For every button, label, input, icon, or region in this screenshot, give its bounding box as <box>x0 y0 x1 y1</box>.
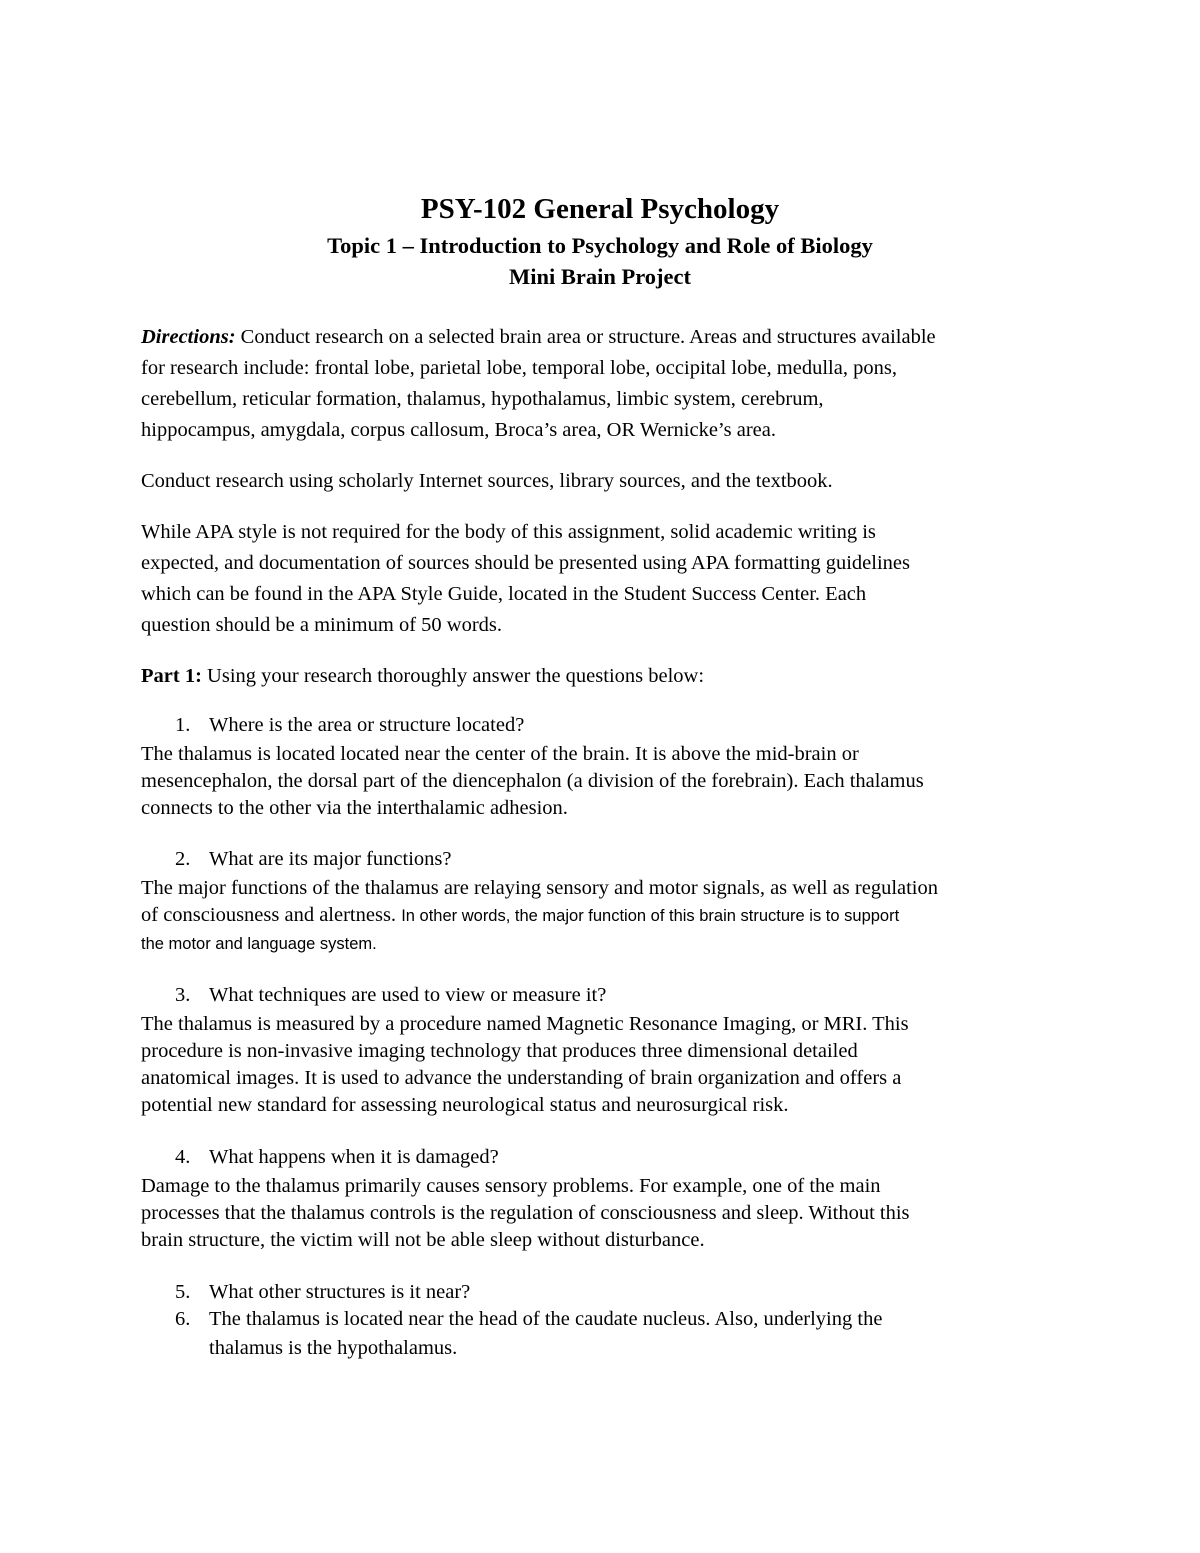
answer-line: The major functions of the thalamus are relaying sensory and motor signals, as well as regulation <box>141 877 939 899</box>
answer-line: Damage to the thalamus primarily causes sensory problems. For example, one of the main <box>141 1175 881 1197</box>
question-text: What are its major functions? <box>209 848 452 870</box>
question-text: What other structures is it near? <box>209 1281 471 1303</box>
apa-line: expected, and documentation of sources should be presented using APA formatting guidelines <box>141 552 910 574</box>
answer-text-serif: of consciousness and alertness. <box>141 904 402 926</box>
project-title: Mini Brain Project <box>508 264 692 289</box>
directions-line <box>141 322 1081 353</box>
question-text: What happens when it is damaged? <box>209 1146 499 1168</box>
answer-line <box>141 930 1081 958</box>
question-5 <box>175 1281 470 1304</box>
question-number: 4. <box>175 1146 191 1168</box>
question-number: 2. <box>175 848 191 870</box>
answer-line: processes that the thalamus controls is the regulation of consciousness and sleep. Without this <box>141 1202 910 1224</box>
part1-text: Using your research thoroughly answer the questions below: <box>201 665 705 687</box>
apa-line: question should be a minimum of 50 words. <box>141 614 503 636</box>
question-number: 6. <box>175 1308 191 1330</box>
question-4 <box>175 1146 499 1169</box>
part1-line <box>141 661 1081 692</box>
answer-line: The thalamus is located located near the center of the brain. It is above the mid-brain or <box>141 743 859 765</box>
apa-paragraph <box>141 517 1081 641</box>
answer-4 <box>141 1173 1081 1254</box>
question-text: The thalamus is located near the head of the caudate nucleus. Also, underlying the <box>209 1308 883 1330</box>
answer-2 <box>141 875 1081 958</box>
answer-line: procedure is non-invasive imaging technology that produces three dimensional detailed <box>141 1040 858 1062</box>
answer-3 <box>141 1011 1081 1119</box>
apa-line: which can be found in the APA Style Guide, located in the Student Success Center. Each <box>141 583 867 605</box>
answer-text-sans: In other words, the major function of this brain structure is to support <box>401 907 900 925</box>
conduct-text: Conduct research using scholarly Internet sources, library sources, and the textbook. <box>141 470 833 492</box>
answer-6 <box>209 1335 1149 1362</box>
answer-line: potential new standard for assessing neurological status and neurosurgical risk. <box>141 1094 789 1116</box>
question-1 <box>175 714 524 737</box>
question-number: 3. <box>175 984 191 1006</box>
directions-paragraph <box>141 322 1081 446</box>
answer-line: thalamus is the hypothalamus. <box>209 1337 458 1359</box>
course-title: PSY-102 General Psychology <box>420 193 780 225</box>
directions-line: hippocampus, amygdala, corpus callosum, Broca’s area, OR Wernicke’s area. <box>141 419 776 441</box>
answer-line: mesencephalon, the dorsal part of the diencephalon (a division of the forebrain). Each thalamus <box>141 770 924 792</box>
apa-line: While APA style is not required for the body of this assignment, solid academic writing is <box>141 521 876 543</box>
answer-line: The thalamus is measured by a procedure named Magnetic Resonance Imaging, or MRI. This <box>141 1013 909 1035</box>
answer-1 <box>141 741 1081 822</box>
question-number: 5. <box>175 1281 191 1303</box>
question-6 <box>175 1308 882 1331</box>
directions-label: Directions: <box>141 326 236 348</box>
question-3 <box>175 984 606 1007</box>
question-text: What techniques are used to view or measure it? <box>209 984 607 1006</box>
directions-line: for research include: frontal lobe, parietal lobe, temporal lobe, occipital lobe, medulla, pons, <box>141 357 897 379</box>
question-2 <box>175 848 452 871</box>
answer-line: connects to the other via the interthalamic adhesion. <box>141 797 568 819</box>
part1-label: Part 1: <box>141 665 202 687</box>
answer-text-sans: the motor and language system. <box>141 935 377 953</box>
directions-text: Conduct research on a selected brain area or structure. Areas and structures available <box>235 326 936 348</box>
answer-line: brain structure, the victim will not be able sleep without disturbance. <box>141 1229 705 1251</box>
answer-line <box>141 902 1081 930</box>
topic-title: Topic 1 – Introduction to Psychology and Role of Biology <box>327 233 873 258</box>
part1-paragraph <box>141 661 1081 692</box>
conduct-paragraph <box>141 466 1081 497</box>
question-number: 1. <box>175 714 191 736</box>
answer-line: anatomical images. It is used to advance the understanding of brain organization and offers a <box>141 1067 902 1089</box>
question-text: Where is the area or structure located? <box>209 714 525 736</box>
directions-line: cerebellum, reticular formation, thalamus, hypothalamus, limbic system, cerebrum, <box>141 388 824 410</box>
